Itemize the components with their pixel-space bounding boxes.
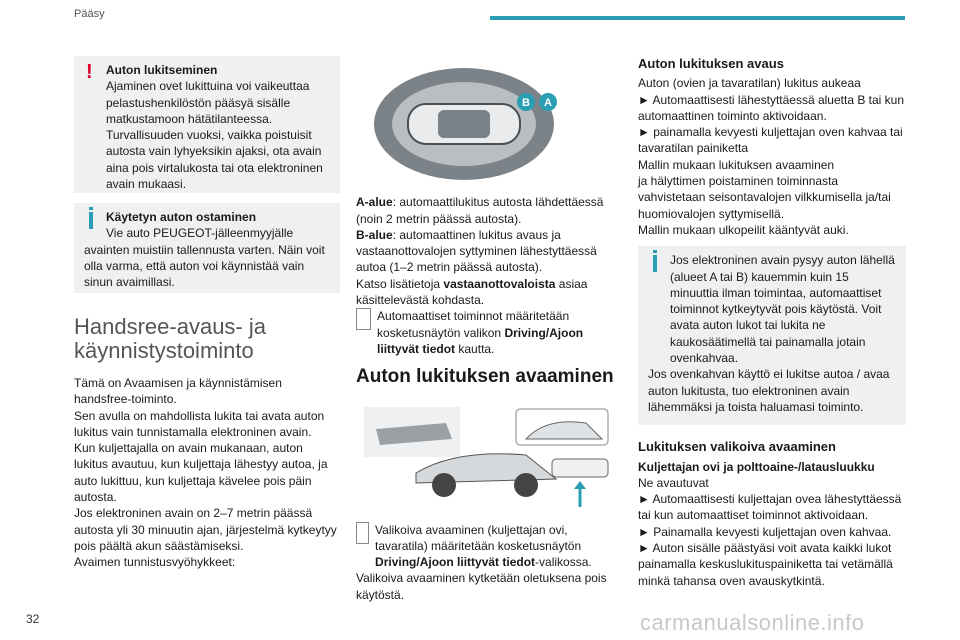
see-suffix: asiaa käsittelevästä kohdasta. (356, 276, 588, 308)
unlock-line: ► painamalla kevyesti kuljettajan oven kahvaa tai tavaratilan painiketta (638, 125, 903, 156)
info-icon (653, 255, 657, 272)
info-box-2 (638, 246, 906, 425)
info-icon (89, 212, 93, 229)
auto-suffix: kautta. (455, 341, 495, 356)
info-text-2: Jos elektroninen avain pysyy auton lähellä (alueet A tai B) kauemmin kuin 15 minuuttia ilman toimintaa, automaattiset toiminnot kytkeytyvät pois käytöstä. Voit avata auton lukot tai lukita ne kaukosäätimellä tai painamalla jotain ovenkahvaa. (670, 253, 895, 366)
auto-prefix: Automaattiset toiminnot määritetään kosketusnäytön valikon (377, 309, 570, 340)
unlock-line: Mallin mukaan ulkopeilit kääntyvät auki. (638, 222, 849, 237)
body-para: Tämä on Avaamisen ja käynnistämisen handsfree-toiminto. (74, 376, 282, 407)
section-header: Pääsy (74, 8, 105, 20)
warning-title: Auton lukitseminen (106, 63, 218, 77)
body-para: Kun kuljettajalla on avain mukanaan, auton lukitus avautuu, kun kuljettaja lähestyy autoa, ja auto lukittuu, kun kuljettaja kävelee pois päin autosta. (74, 441, 328, 505)
info-text: Vie auto PEUGEOT-jälleenmyyjälle avainten muistiin tallennusta varten. Näin voit olla varma, että auton voi käynnistää vain sinun avaimillasi. (84, 226, 325, 290)
body-para: Jos elektroninen avain on 2–7 metrin päässä autosta yli 30 minuutin ajan, järjestelmä kytkeytyy pois päältä akun säästämiseksi. (74, 506, 337, 553)
auto-settings-note (356, 308, 620, 357)
see-prefix: Katso lisätietoja (356, 276, 444, 291)
header-bar (490, 16, 905, 20)
auto-bold: Driving/Ajoon liittyvät tiedot (377, 325, 584, 356)
section-heading: Handsree-avaus- ja käynnistystoiminto (74, 314, 266, 363)
body-text (74, 375, 340, 571)
zone-b-term: B-alue (356, 227, 393, 242)
zone-a-term: A-alue (356, 195, 393, 210)
column-1 (74, 56, 340, 571)
info-text-3: Jos ovenkahvan käyttö ei lukitse autoa / avaa auton lukitusta, tuo elektroninen avain lähemmäksi ja toista haluamasi toiminto. (648, 367, 890, 414)
zone-a-text: : automaattilukitus autosta lähdettäessä (noin 2 metrin päässä autosta). (356, 195, 604, 226)
unlock-line: ja hälyttimen poistaminen toiminnasta vahvistetaan seisontavalojen vilkkumisella ja/tai huomiovalojen syttymisellä. (638, 174, 891, 221)
unlock-line: ► Automaattisesti lähestyttäessä aluetta B tai kun automaattinen toiminto aktivoidaan. (638, 92, 905, 123)
column-3 (638, 56, 906, 589)
select-bold: Driving/Ajoon liittyvät tiedot (375, 555, 536, 570)
zone-a-label: A (544, 97, 552, 109)
info-box (74, 203, 340, 293)
select-suffix: -valikossa. (535, 555, 592, 570)
zone-b-label: B (522, 97, 530, 109)
page-number: 32 (26, 612, 40, 626)
selective-line: ► Painamalla kevyesti kuljettajan oven kahvaa. (638, 524, 892, 539)
door-handle-illustration (356, 403, 620, 511)
select-prefix: Valikoiva avaaminen (kuljettajan ovi, tavaratila) määritetään kosketusnäytön (375, 522, 582, 553)
car-settings-icon (356, 522, 369, 544)
zone-b-text: : automaattinen lukitus avaus ja vastaanottovalojen syttyminen lähestyttäessä autoa (1–2 metrin päässä autosta). (356, 227, 597, 275)
zone-description (356, 194, 620, 308)
detection-zones-diagram (356, 56, 620, 186)
selective-line: Ne avautuvat (638, 475, 709, 490)
watermark: carmanualsonline.info (640, 610, 865, 635)
body-para: Sen avulla on mahdollista lukita tai avata auton lukitus vain tunnistamalla elektroninen avain. (74, 408, 325, 439)
unlock-line: Mallin mukaan lukituksen avaaminen (638, 157, 835, 172)
select-default: Valikoiva avaaminen kytketään oletuksena pois käytöstä. (356, 571, 607, 602)
unlocking-heading: Auton lukituksen avaaminen (356, 366, 614, 388)
column-2 (356, 56, 620, 603)
unlock-line: Auton (ovien ja tavaratilan) lukitus aukeaa (638, 76, 861, 91)
car-settings-icon (356, 308, 371, 330)
unlock-heading: Auton lukituksen avaus (638, 56, 784, 71)
see-bold: vastaanottovaloista (443, 276, 556, 291)
selective-note (356, 522, 620, 571)
body-para: Avaimen tunnistusvyöhykkeet: (74, 555, 236, 570)
info-title: Käytetyn auton ostaminen (106, 210, 257, 224)
selective-heading: Lukituksen valikoiva avaaminen (638, 439, 836, 455)
driver-door-heading: Kuljettajan ovi ja polttoaine-/latausluukku (638, 459, 875, 474)
warning-icon: ! (86, 61, 93, 83)
warning-text: Ajaminen ovet lukittuina voi vaikeuttaa pelastushenkilöstön pääsyä sisälle matkustamoon hätätilanteessa. Turvallisuuden vuoksi, vaikka poistuisit autosta vain lyhyeksikin ajaksi, ota avain aina pois virtalukosta tai ota elektroninen avain mukaasi. (106, 79, 323, 192)
warning-box (74, 56, 340, 193)
selective-line: ► Auton sisälle päästyäsi voit avata kaikki lukot painamalla keskuslukituspainiketta tai vetämällä minkä tahansa oven avauskytkintä. (638, 541, 893, 588)
selective-line: ► Automaattisesti kuljettajan ovea lähestyttäessä tai kun automaattiset toiminnot aktivoidaan. (638, 492, 902, 523)
